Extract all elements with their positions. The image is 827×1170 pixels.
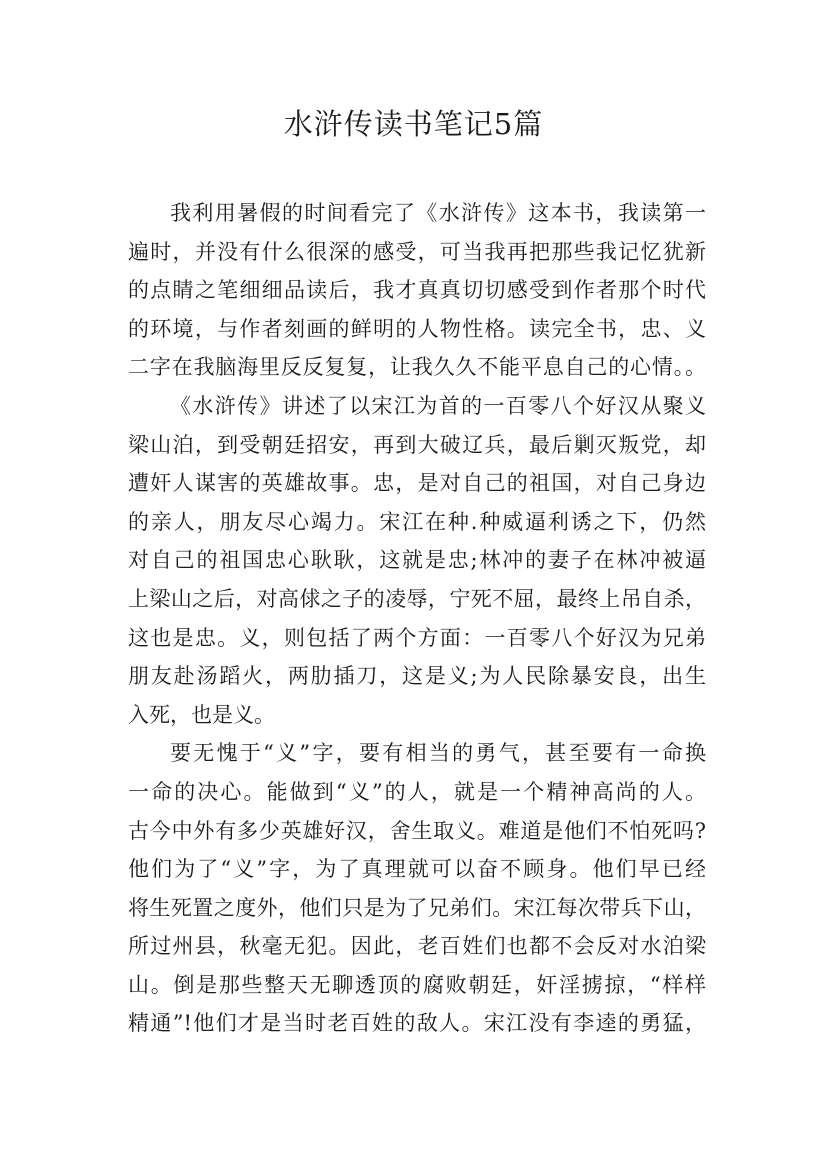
body-line: 遍时，并没有什么很深的感受，可当我再把那些我记忆犹新 (128, 239, 706, 264)
body-line: 这也是忠。义，则包括了两个方面：一百零八个好汉为兄弟 (128, 625, 706, 650)
body-line: 的环境，与作者刻画的鲜明的人物性格。读完全书，忠、义 (128, 316, 706, 341)
body-line: 山。倒是那些整天无聊透顶的腐败朝廷，奸淫掳掠，“样样 (128, 972, 706, 997)
document-title: 水浒传读书笔记5篇 (283, 107, 544, 141)
body-line: 他们为了“义”字，为了真理就可以奋不顾身。他们早已经 (128, 857, 706, 882)
body-line: 将生死置之度外，他们只是为了兄弟们。宋江每次带兵下山， (128, 895, 706, 920)
body-line: 的点睛之笔细细品读后，我才真真切切感受到作者那个时代 (128, 278, 706, 303)
body-line: 上梁山之后，对高俅之子的凌辱，宁死不屈，最终上吊自杀， (128, 586, 706, 611)
body-line: 朋友赴汤蹈火，两肋插刀，这是义;为人民除暴安良，出生 (128, 664, 706, 689)
body-line: 二字在我脑海里反反复复，让我久久不能平息自己的心情。。 (128, 355, 706, 380)
body-line: 入死，也是义。 (128, 702, 275, 727)
document-body (128, 194, 706, 1043)
body-line: 所过州县，秋毫无犯。因此，老百姓们也都不会反对水泊梁 (128, 934, 706, 959)
body-line: 古今中外有多少英雄好汉，舍生取义。难道是他们不怕死吗? (128, 818, 706, 843)
body-line: 对自己的祖国忠心耿耿，这就是忠;林冲的妻子在林冲被逼 (128, 548, 706, 573)
body-line: 精通”!他们才是当时老百姓的敌人。宋江没有李逵的勇猛， (128, 1011, 706, 1036)
body-line: 梁山泊，到受朝廷招安，再到大破辽兵，最后剿灭叛党，却 (128, 432, 706, 457)
body-line: 我利用暑假的时间看完了《水浒传》这本书，我读第一 (170, 201, 706, 225)
body-line: 《水浒传》讲述了以宋江为首的一百零八个好汉从聚义 (170, 393, 706, 418)
body-line: 遭奸人谋害的英雄故事。忠，是对自己的祖国，对自己身边 (128, 471, 706, 496)
body-line: 要无愧于“义”字，要有相当的勇气，甚至要有一命换 (170, 741, 706, 766)
body-line: 的亲人，朋友尽心竭力。宋江在种.种威逼利诱之下，仍然 (128, 509, 706, 534)
body-line: 一命的决心。能做到“义”的人，就是一个精神高尚的人。 (128, 779, 706, 804)
